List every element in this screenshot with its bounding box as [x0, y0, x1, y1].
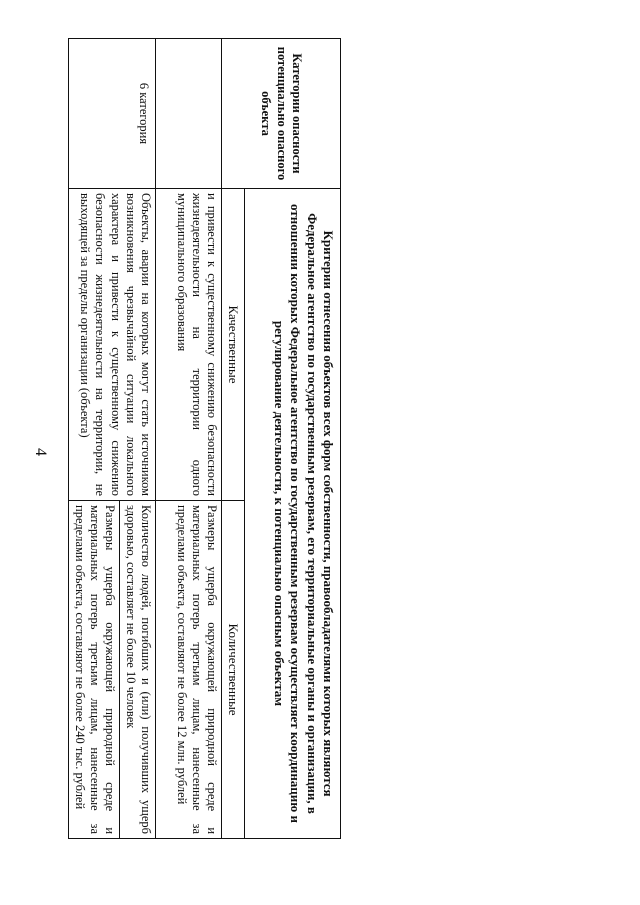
row-qualitative-cell: и привести к существенному снижению безопасности жизнедеятельности на территории одного муниципального образования [156, 189, 222, 501]
row-quantitative-cell-1: Количество людей, погибших и (или) получивших ущерб здоровью, составляет не более 10 человек [120, 501, 156, 839]
page-number: 4 [32, 448, 49, 456]
table-row [156, 39, 222, 839]
rotated-page-content [71, 38, 341, 838]
row-category-cell [156, 39, 222, 189]
criteria-table [68, 38, 341, 839]
header-quantitative: Количественные [222, 501, 245, 839]
row-quantitative-cell: Размеры ущерба окружающей природной среде и материальных потерь третьим лицам, нанесенные за пределами объекта, составляют не более 12 млн. рублей [156, 501, 222, 839]
row-quantitative-cell-2: Размеры ущерба окружающей природной среде и материальных потерь третьим лицам, нанесенные за пределами объекта, составляют не более 240 тыс. рублей [69, 501, 120, 839]
row-category-cell: 6 категория [69, 39, 156, 189]
header-category: Категории опасности потенциально опасного объекта [222, 39, 341, 189]
table-row [120, 39, 156, 839]
row-qualitative-cell: Объекты, аварии на которых могут стать источником возникновения чрезвычайной ситуации локального характера и привести к существенному снижению безопасности жизнедеятельности на территории, не выходящей за пределы организации (объекта) [69, 189, 156, 501]
header-qualitative: Качественные [222, 189, 245, 501]
table-header-row [245, 39, 341, 839]
header-criteria: Критерии отнесения объектов всех форм собственности, правообладателями которых являются Федеральное агентство по государственным резервам, его территориальные органы и организации, в отношении которых Федеральное агентство по государственным резервам осуществляет координацию и регулирование деятельности, к потенциально опасным объектам [245, 189, 341, 839]
